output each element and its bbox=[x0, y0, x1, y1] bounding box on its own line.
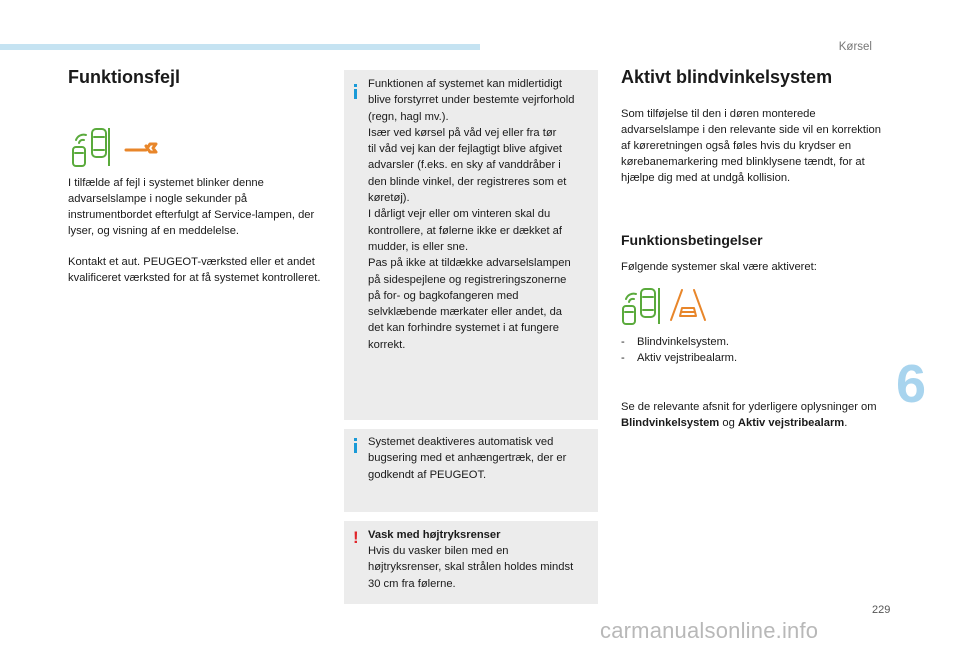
warning-text: Hvis du vasker bilen med en højtryksrenser, skal strålen holdes mindst 30 cm fra følerne. bbox=[368, 545, 574, 590]
paragraph-see-also: Se de relevante afsnit for yderligere oplysninger om Blindvinkelsystem og Aktiv vejstribealarm. bbox=[621, 401, 877, 429]
paragraph-fault-description: I tilfælde af fejl i systemet blinker denne advarselslampe i nogle sekunder på instrumentbordet efterfulgt af Service-lampen, der lyser, og visning af en meddelelse. bbox=[68, 177, 315, 237]
warning-icon: ! bbox=[353, 528, 359, 547]
link-aktiv-vejstribealarm: Aktiv vejstribealarm bbox=[737, 417, 845, 429]
chapter-title: Kørsel bbox=[838, 41, 872, 53]
info-text-weather: Funktionen af systemet kan midlertidigt blive forstyrret under bestemte vejrforhold (regn, hagl mv.). Især ved kørsel på våd vej eller fra tør til våd vej kan der fejlagtigt blive afgivet advarsler (f.eks. en sky af vanddråber i den blinde vinkel, der registreres som et køretøj). I dårligt vejr eller om vinteren skal du kontrollere, at følerne ikke er dækket af mudder, is eller sne. Pas på ikke at tildække advarselslampen på sidespejlene og registreringszonerne på for- og bagkofangeren med selvklæbende mærkater eller andet, da det kan forhindre systemet i at fungere korrekt. bbox=[368, 78, 575, 351]
header-bar bbox=[0, 44, 480, 50]
link-blindvinkelsystem: Blindvinkelsystem bbox=[621, 417, 720, 429]
page-number: 229 bbox=[872, 604, 891, 616]
paragraph-active-description: Som tilføjelse til den i døren monterede advarselslampe i den relevante side vil en korrektion af køreretningen også føles hvis du krydser en kørebanemarkering med blinklysene tændt, for at hjælpe dig med at undgå kollision. bbox=[621, 108, 881, 184]
section-title-active-blind-spot: Aktivt blindvinkelsystem bbox=[621, 67, 833, 87]
paragraph-contact-workshop: Kontakt et aut. PEUGEOT-værksted eller et andet kvalificeret værksted for at få systemet kontrolleret. bbox=[68, 256, 321, 284]
watermark: carmanualsonline.info bbox=[600, 618, 819, 643]
paragraph-conditions-intro: Følgende systemer skal være aktiveret: bbox=[621, 261, 817, 273]
section-title-funktionsfejl: Funktionsfejl bbox=[68, 67, 180, 87]
list-item: - Aktiv vejstribealarm. bbox=[621, 352, 738, 364]
warning-title: Vask med højtryksrenser bbox=[368, 529, 501, 541]
chapter-number: 6 bbox=[896, 354, 927, 414]
info-text-towing: Systemet deaktiveres automatisk ved bugsering med et anhængertræk, der er godkendt af PEUGEOT. bbox=[368, 436, 567, 481]
warning-box-pressure-washer bbox=[344, 521, 598, 604]
chapter-tab bbox=[896, 348, 960, 420]
lane-departure-icon bbox=[668, 288, 708, 322]
info-box-weather bbox=[344, 70, 598, 420]
info-box-towing bbox=[344, 429, 598, 512]
info-icon bbox=[354, 438, 357, 441]
section-title-conditions: Funktionsbetingelser bbox=[621, 232, 763, 248]
info-icon bbox=[354, 84, 357, 87]
list-item: - Blindvinkelsystem. bbox=[621, 336, 730, 348]
wrench-icon bbox=[124, 138, 158, 158]
required-systems-list bbox=[621, 334, 881, 366]
